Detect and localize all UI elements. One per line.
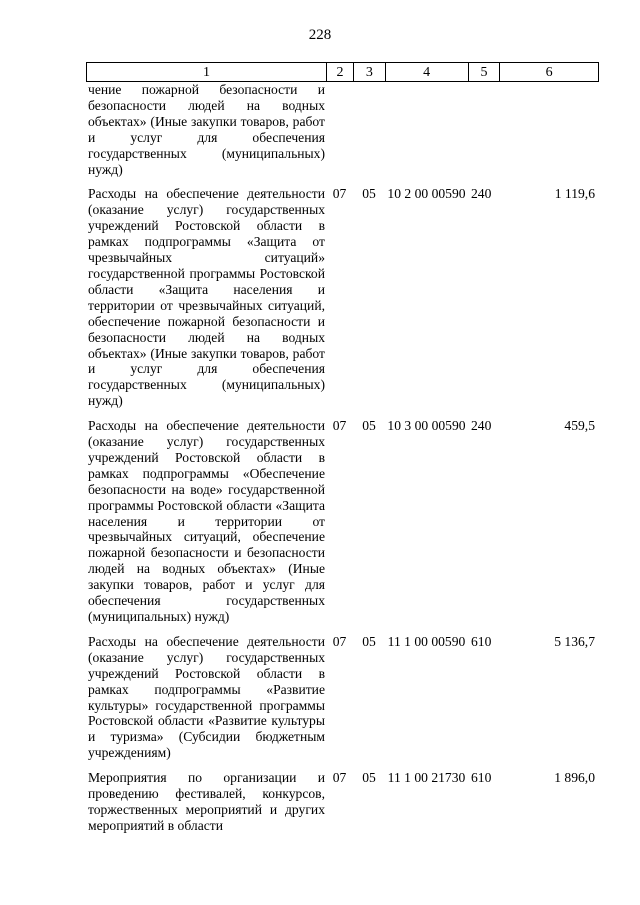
row-subsection: 05 <box>362 633 376 649</box>
row-description: чение пожарной безопасности и безопасности людей на водных объектах» (Иные закупки товаров, работ и услуг для обеспечения государственных (муниципальных) нужд) <box>88 82 325 177</box>
column-header-5: 5 <box>468 63 500 81</box>
row-target-code: 11 1 00 21730 <box>387 770 466 786</box>
row-section <box>326 82 353 177</box>
row-description: Мероприятия по организации и проведению фестивалей, конкурсов, торжественных мероприятий и других мероприятий в области <box>88 770 325 833</box>
row-description: Расходы на обеспечение деятельности (оказание услуг) государственных учреждений Ростовской области в рамках подпрограммы «Обеспечение безопасности на воде» государственной программы Ростовской области «Защита населения и территории от чрезвычайных ситуаций, обеспечение пожарной безопасности и безопасности людей на водных объектах» (Иные закупки товаров, работ и услуг для обеспечения государственных (муниципальных) нужд) <box>88 418 325 624</box>
row-section: 07 <box>332 418 347 434</box>
page-number: 228 <box>308 27 332 43</box>
column-header-6: 6 <box>499 63 598 81</box>
column-header-4: 4 <box>385 63 468 81</box>
row-expense-type: 610 <box>471 633 492 649</box>
row-section: 07 <box>332 770 347 786</box>
column-header-1: 1 <box>203 65 211 80</box>
row-amount: 5 136,7 <box>554 633 595 649</box>
row-subsection: 05 <box>362 418 376 434</box>
row-description: Расходы на обеспечение деятельности (оказание услуг) государственных учреждений Ростовской области в рамках подпрограммы «Развитие культуры» государственной программы Ростовской области «Развитие культуры и туризма» (Субсидии бюджетным учреждениям) <box>88 633 325 761</box>
table-row <box>86 770 599 834</box>
row-amount: 1 119,6 <box>554 186 595 202</box>
row-target-code <box>385 82 468 177</box>
row-expense-type: 240 <box>471 418 492 434</box>
row-amount: 459,5 <box>564 418 595 434</box>
column-header-2: 2 <box>326 63 353 81</box>
table-header-row <box>86 62 599 82</box>
table-row <box>86 186 599 409</box>
row-target-code: 10 3 00 00590 <box>387 418 466 434</box>
row-subsection: 05 <box>362 770 376 786</box>
row-section: 07 <box>332 633 347 649</box>
row-expense-type: 610 <box>471 770 492 786</box>
column-header-3: 3 <box>353 63 385 81</box>
row-target-code: 11 1 00 00590 <box>387 633 466 649</box>
row-amount: 1 896,0 <box>554 770 595 786</box>
row-amount <box>500 82 599 177</box>
row-target-code: 10 2 00 00590 <box>387 186 466 202</box>
row-section: 07 <box>332 186 347 202</box>
row-subsection: 05 <box>362 186 376 202</box>
row-expense-type: 240 <box>471 186 492 202</box>
row-description: Расходы на обеспечение деятельности (оказание услуг) государственных учреждений Ростовской области в рамках подпрограммы «Защита от чрезвычайных ситуаций» государственной программы Ростовской области «Защита населения и территории от чрезвычайных ситуаций, обеспечение пожарной безопасности и безопасности людей на водных объектах» (Иные закупки товаров, работ и услуг для обеспечения государственных (муниципальных) нужд) <box>88 186 325 409</box>
table-row <box>86 418 599 625</box>
row-expense-type <box>468 82 500 177</box>
table-row <box>86 634 599 761</box>
budget-table <box>86 62 599 834</box>
row-subsection <box>353 82 385 177</box>
table-row <box>86 82 599 177</box>
